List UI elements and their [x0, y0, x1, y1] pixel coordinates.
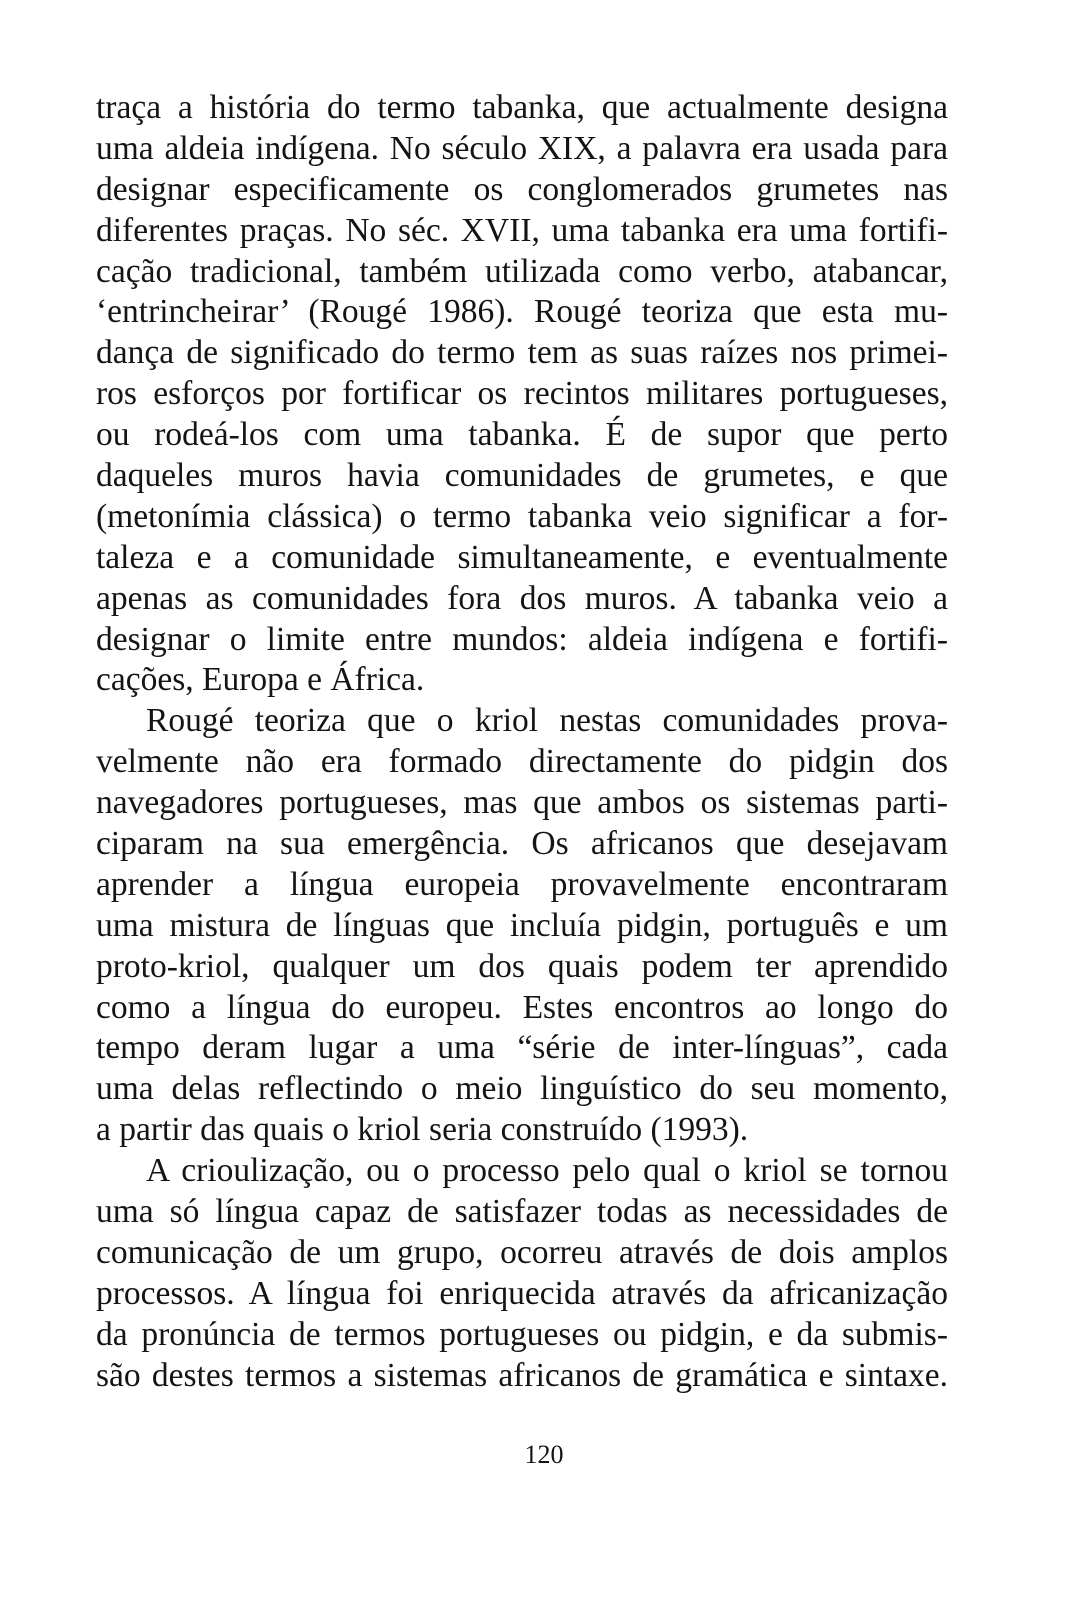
text-line: tempo deram lugar a uma “série de inter-línguas”, cada — [96, 1029, 948, 1067]
text-line: Rougé teoriza que o kriol nestas comunidades prova- — [146, 702, 948, 740]
body-text — [96, 88, 948, 1397]
text-line: A crioulização, ou o processo pelo qual o kriol se tornou — [146, 1152, 948, 1190]
text-line: processos. A língua foi enriquecida através da africanização — [96, 1274, 948, 1312]
text-line: comunicação de um grupo, ocorreu através de dois amplos — [96, 1233, 948, 1271]
text-line: navegadores portugueses, mas que ambos os sistemas parti- — [96, 784, 948, 822]
page-number: 120 — [524, 1440, 564, 1469]
text-line: (metonímia clássica) o termo tabanka veio significar a for- — [96, 497, 948, 535]
text-line: uma delas reflectindo o meio linguístico do seu momento, — [96, 1070, 948, 1108]
text-line: designar especificamente os conglomerados grumetes nas — [96, 170, 948, 208]
text-line: diferentes praças. No séc. XVII, uma tabanka era uma fortifi- — [96, 211, 948, 249]
paragraph-3 — [96, 1151, 948, 1396]
text-line: ros esforços por fortificar os recintos militares portugueses, — [96, 375, 948, 413]
text-line: cações, Europa e África. — [96, 661, 425, 699]
text-line: ou rodeá-los com uma tabanka. É de supor que perto — [96, 416, 948, 454]
paragraph-2 — [96, 701, 948, 1151]
text-line: ciparam na sua emergência. Os africanos que desejavam — [96, 825, 948, 863]
text-line: uma só língua capaz de satisfazer todas as necessidades de — [96, 1193, 948, 1231]
text-line: da pronúncia de termos portugueses ou pidgin, e da submis- — [96, 1315, 948, 1353]
text-line: são destes termos a sistemas africanos de gramática e sintaxe. — [96, 1356, 948, 1394]
text-line: a partir das quais o kriol seria construído (1993). — [96, 1111, 749, 1149]
text-line: ‘entrincheirar’ (Rougé 1986). Rougé teoriza que esta mu- — [96, 293, 948, 331]
text-line: uma mistura de línguas que incluía pidgin, português e um — [96, 906, 948, 944]
text-line: designar o limite entre mundos: aldeia indígena e fortifi- — [96, 620, 948, 658]
text-line: como a língua do europeu. Estes encontros ao longo do — [96, 988, 948, 1026]
text-line: cação tradicional, também utilizada como verbo, atabancar, — [96, 252, 948, 290]
text-line: aprender a língua europeia provavelmente encontraram — [96, 865, 948, 903]
paragraph-1 — [96, 88, 948, 701]
text-line: dança de significado do termo tem as suas raízes nos primei- — [96, 334, 948, 372]
text-line: uma aldeia indígena. No século XIX, a palavra era usada para — [96, 129, 948, 167]
text-line: taleza e a comunidade simultaneamente, e eventualmente — [96, 538, 948, 576]
text-line: daqueles muros havia comunidades de grumetes, e que — [96, 457, 948, 495]
text-line: traça a história do termo tabanka, que actualmente designa — [96, 89, 948, 126]
text-line: proto-kriol, qualquer um dos quais podem ter aprendido — [96, 947, 948, 985]
text-line: velmente não era formado directamente do pidgin dos — [96, 743, 948, 781]
text-line: apenas as comunidades fora dos muros. A tabanka veio a — [96, 579, 948, 617]
